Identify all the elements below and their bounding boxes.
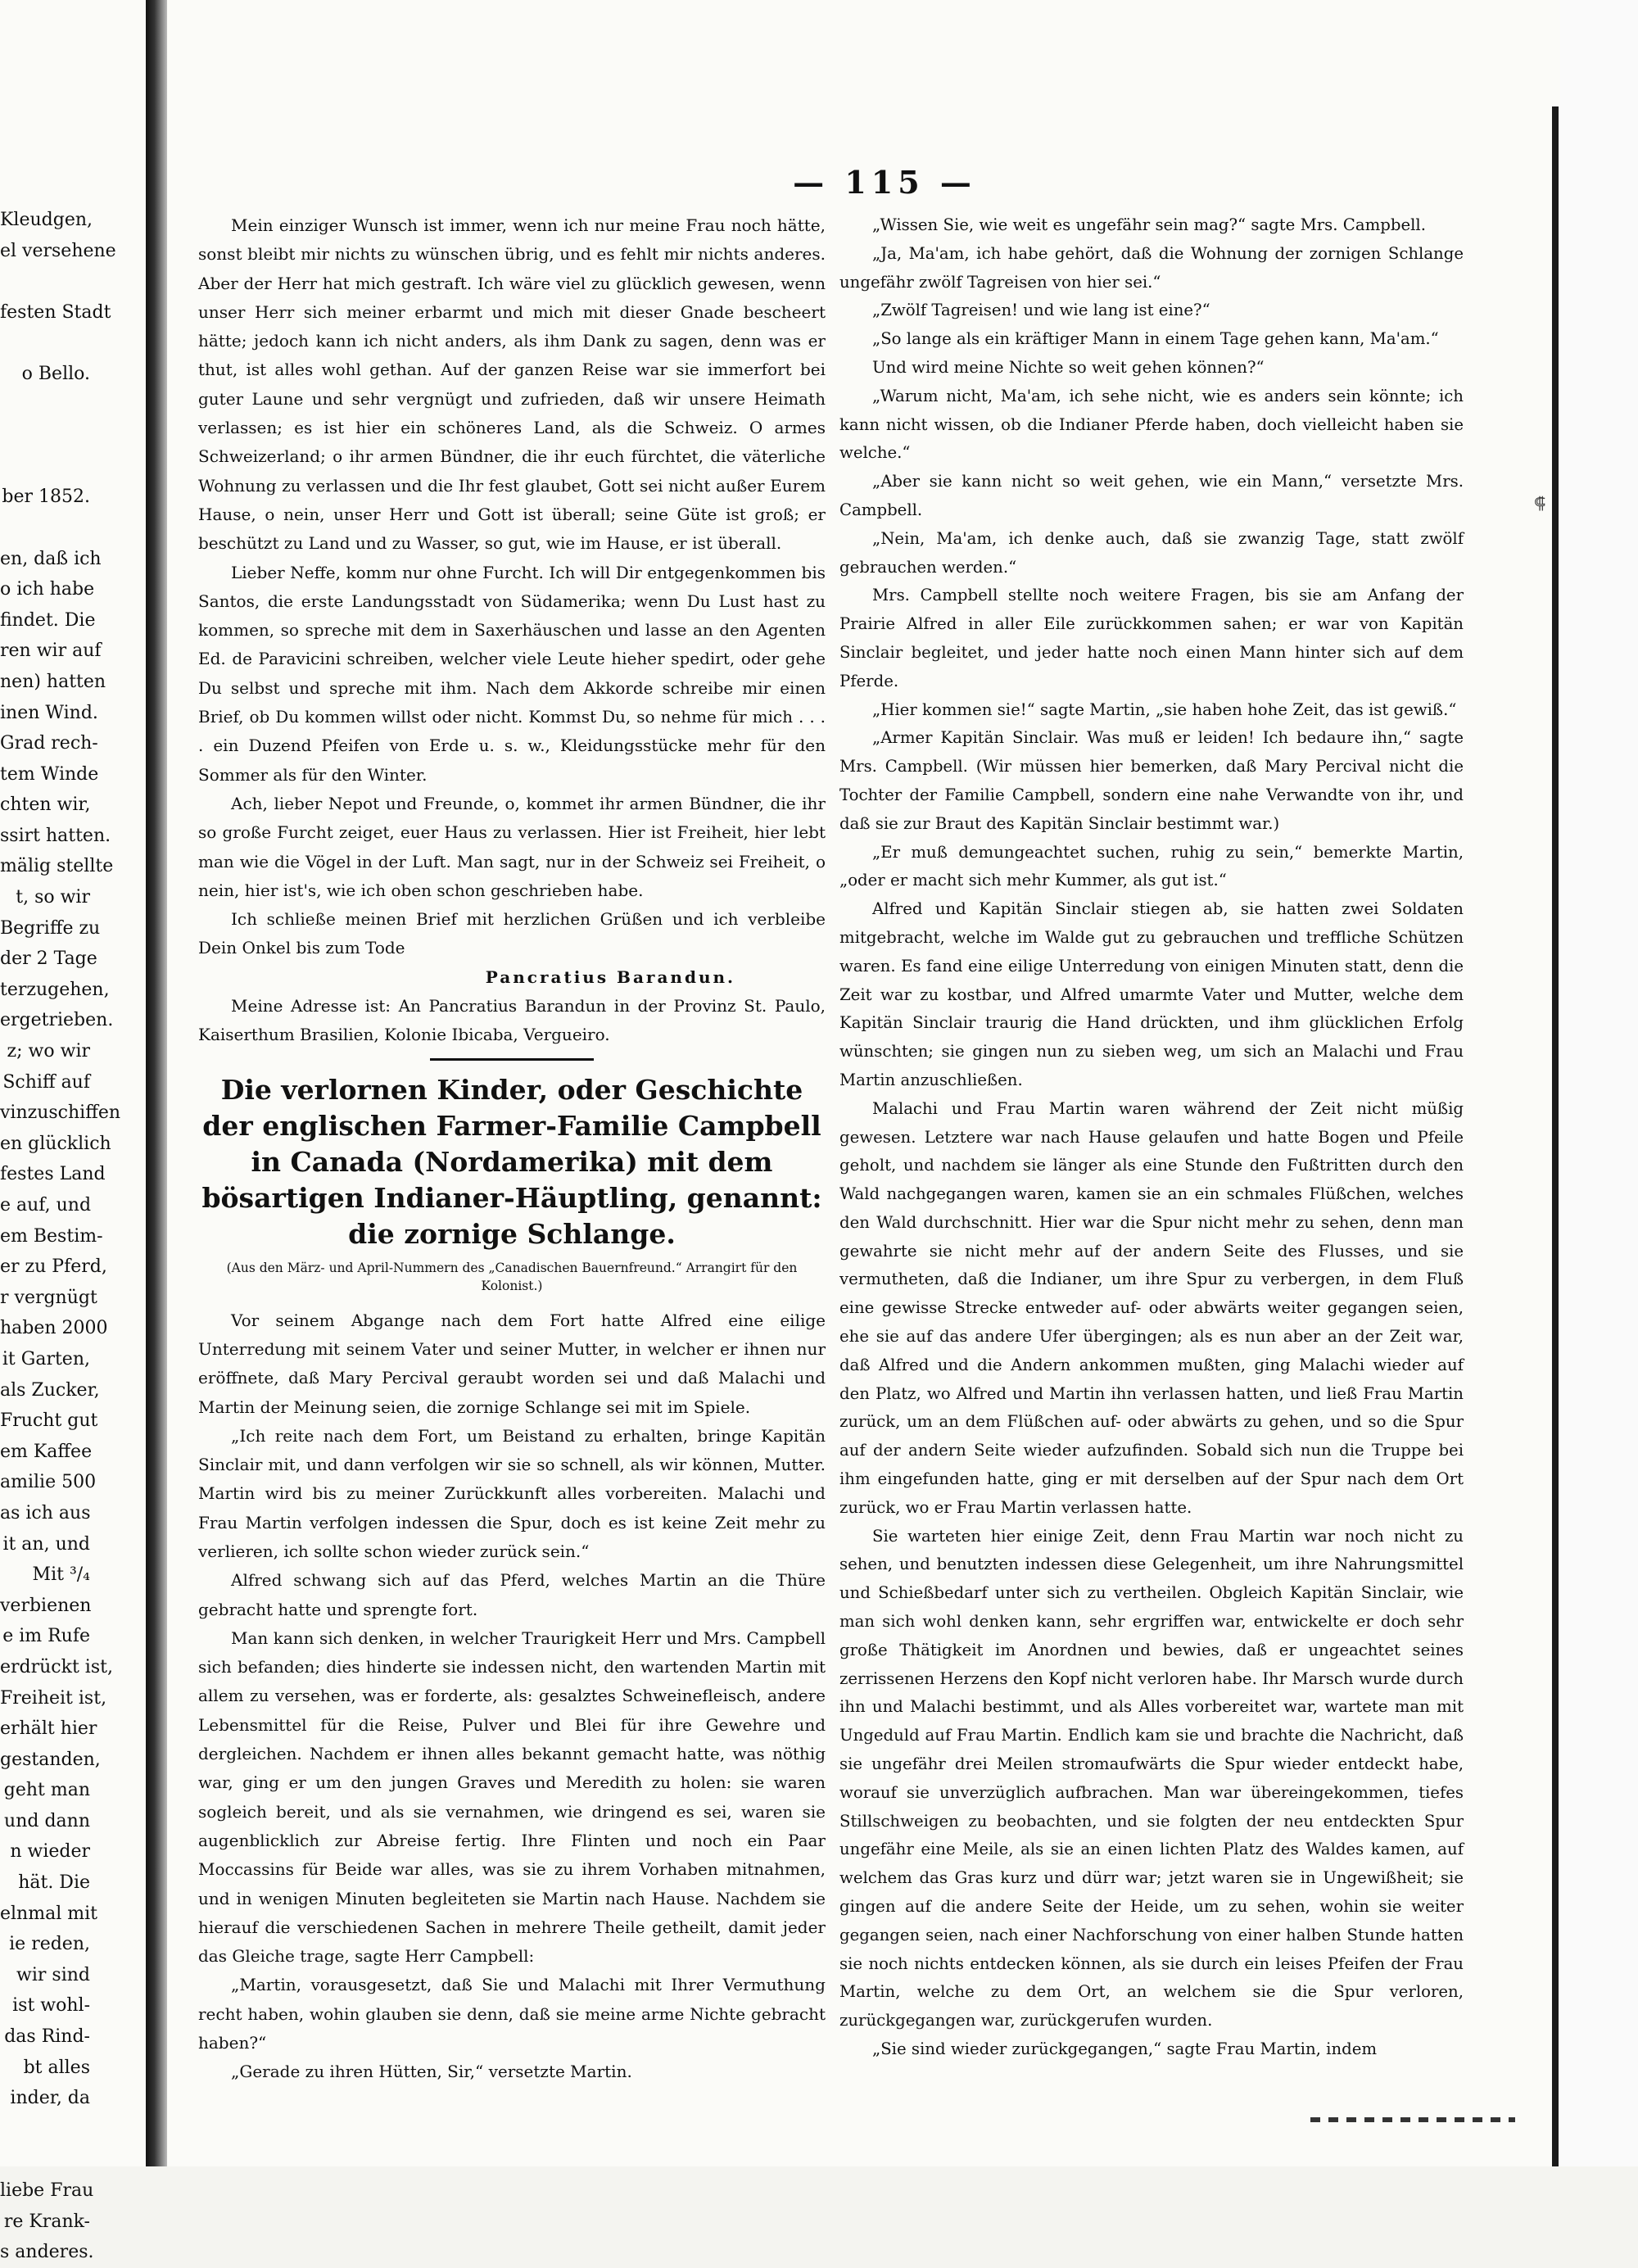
fragment-line <box>0 390 90 421</box>
fragment-line: inder, da <box>10 2088 90 2109</box>
fragment-line <box>0 420 90 451</box>
story-paragraph: „Zwölf Tagreisen! und wie lang ist eine?“ <box>872 301 1210 320</box>
fragment-line: gestanden, <box>0 1749 101 1770</box>
story-paragraph: „Martin, vorausgesetzt, daß Sie und Malachi mit Ihrer Vermuthung recht haben, wohin glauben sie denn, daß sie meine arme Nichte gebracht haben?“ <box>198 1975 826 2053</box>
fragment-line: ie reden, <box>9 1934 90 1955</box>
fragment-line <box>0 266 90 297</box>
fragment-line: t, so wir <box>16 887 90 908</box>
story-paragraph: „Er muß demungeachtet suchen, ruhig zu sein,“ bemerkte Martin, „oder er macht sich mehr Kummer, als gut ist.“ <box>839 842 1464 890</box>
column-1 <box>198 211 826 2087</box>
fragment-line: wir sind <box>16 1964 90 1985</box>
fragment-line: e im Rufe <box>2 1626 90 1647</box>
fragment-line: z; wo wir <box>7 1041 90 1062</box>
story-paragraph: Vor seinem Abgange nach dem Fort hatte Alfred eine eilige Unterredung mit seinem Vater und seiner Mutter, in welcher er ihnen nur eröffnete, daß Mary Percival geraubt worden sei und daß Malachi und Martin der Meinung seien, die zornige Schlange sei mit im Spiele. <box>198 1310 826 1417</box>
fragment-line: Kleudgen, <box>0 210 93 230</box>
page-number: — 115 — <box>793 164 976 201</box>
fragment-line: bt alles <box>23 2057 90 2078</box>
fragment-line: findet. Die <box>0 609 96 631</box>
story-paragraph: „Wissen Sie, wie weit es ungefähr sein mag?“ sagte Mrs. Campbell. <box>872 215 1426 234</box>
fragment-line: en glücklich <box>0 1133 111 1154</box>
right-margin <box>1560 0 1638 2166</box>
fragment-line: erhält hier <box>0 1718 97 1740</box>
story-title: Die verlornen Kinder, oder Geschichte der englischen Farmer-Familie Campbell in Canada (Nordamerika) mit dem bösartigen Indianer-Häuptling, genannt: die zornige Schlange. <box>201 1073 822 1250</box>
fragment-line: tem Winde <box>0 763 99 785</box>
fragment-line: ssirt hatten. <box>0 825 111 846</box>
source-credit: (Aus den März- und April-Nummern des „Canadischen Bauernfreund.“ Arrangirt für den Kolonist.) <box>226 1260 798 1293</box>
fragment-line: ergetrieben. <box>0 1010 114 1031</box>
fragment-line: em Kaffee <box>0 1441 93 1462</box>
fragment-line: verbienen <box>0 1595 92 1616</box>
story-paragraph: „Armer Kapitän Sinclair. Was muß er leiden! Ich bedaure ihn,“ sagte Mrs. Campbell. (Wir müssen hier bemerken, daß Mary Percival nicht die Tochter der Familie Campbell, sondern eine nahe Verwandte von ihr, und daß sie zur Braut des Kapitän Sinclair bestimmt war.) <box>839 728 1464 833</box>
fragment-line: elnmal mit <box>0 1903 97 1924</box>
fragment-line: it an, und <box>2 1533 90 1555</box>
story-paragraph: „Gerade zu ihren Hütten, Sir,“ versetzte Martin. <box>231 2062 632 2082</box>
story-paragraph: „Hier kommen sie!“ sagte Martin, „sie haben hohe Zeit, das ist gewiß.“ <box>872 699 1457 719</box>
column-2 <box>839 211 1464 2064</box>
story-paragraph: „So lange als ein kräftiger Mann in einem Tage gehen kann, Ma'am.“ <box>872 329 1439 349</box>
fragment-line: it Garten, <box>2 1348 90 1369</box>
fragment-line: das Rind- <box>4 2026 90 2048</box>
section-divider <box>430 1058 594 1061</box>
letter-paragraph: Mein einziger Wunsch ist immer, wenn ich nur meine Frau noch hätte, sonst bleibt mir nichts zu wünschen übrig, und es fehlt mir nichts anderes. Aber der Herr hat mich gestraft. Ich wäre viel zu glücklich gewesen, wenn unser Herr sich meiner erbarmt und mich mit dieser Gnade bescheert hätte; jedoch kann ich nicht anders, als ihm Dank zu sagen, denn was er thut, ist alles wohl gethan. Auf der ganzen Reise war sie immerfort bei guter Laune und sehr vergnügt und zufrieden, daß wir unsere Heimath verlassen; es ist hier ein schöneres Land, als die Schweiz. O armes Schweizerland; o ihr armen Bündner, die ihr euch fürchtet, die väterliche Wohnung zu verlassen und die Ihr fest glaubet, Gott sei nicht außer Eurem Hause, o nein, unser Herr und Gott ist überall; seine Güte ist groß; er beschützt zu Land und zu Wasser, so gut, wie im Hause, er ist überall. <box>198 215 826 554</box>
fragment-line <box>0 513 90 544</box>
fragment-line: chten wir, <box>0 794 91 816</box>
fragment-line: ist wohl- <box>12 1995 90 2017</box>
fragment-line: terzugehen, <box>0 979 110 1000</box>
fragment-line: Mit ³/₄ <box>32 1564 90 1586</box>
fragment-line: en, daß ich <box>0 548 102 569</box>
fragment-line <box>0 451 90 482</box>
fragment-line <box>0 2114 90 2145</box>
fragment-line: nen) hatten <box>0 671 106 692</box>
fragment-line: der 2 Tage <box>0 948 97 970</box>
story-paragraph: „Ja, Ma'am, ich habe gehört, daß die Wohnung der zornigen Schlange ungefähr zwölf Tagreisen von hier sei.“ <box>839 243 1464 292</box>
fragment-line: Grad rech- <box>0 733 98 754</box>
fragment-line: o ich habe <box>0 579 95 600</box>
fragment-line: Begriffe zu <box>0 917 101 939</box>
story-paragraph: „Warum nicht, Ma'am, ich sehe nicht, wie es anders sein könnte; ich kann nicht wissen, ob die Indianer Pferde haben, doch vielleicht haben sie welche.“ <box>839 386 1464 463</box>
fragment-line: und dann <box>4 1810 90 1831</box>
fragment-line: liebe Frau <box>0 2180 94 2201</box>
story-paragraph: Malachi und Frau Martin waren während der Zeit nicht müßig gewesen. Letztere war nach Hause gelaufen und hatte Bogen und Pfeile geholt, und nachdem sie länger als eine Stunde den Fußtritten durch den Wald nachgegangen waren, kamen sie an ein schmales Flüßchen, welches den Wald durchschnitt. Hier war die Spur nicht mehr zu sehen, denn man gewahrte sie nicht mehr auf der andern Seite des Flusses, und sie vermutheten, daß die Indianer, um ihre Spur zu verbergen, in dem Fluß eine gewisse Strecke entweder auf- oder abwärts weiter gegangen seien, ehe sie auf das andere Ufer übergingen; als es nun aber an der Zeit war, daß Alfred und die Andern ankommen mußten, ging Malachi wieder auf den Platz, wo Alfred und Martin ihn verlassen hatten, und ließ Frau Martin zurück, um an dem Flüßchen auf- oder abwärts zu gehen, und so die Spur auf der andern Seite wieder aufzufinden. Sobald sich nun die Truppe bei ihm eingefunden hatte, ging er mit derselben auf der Spur nach dem Ort zurück, wo er Frau Martin verlassen hatte. <box>839 1098 1464 1517</box>
bottom-scan-noise <box>1310 2117 1515 2122</box>
fragment-line: geht man <box>3 1780 90 1801</box>
fragment-line: n wieder <box>10 1841 90 1863</box>
fragment-line: ren wir auf <box>0 641 102 662</box>
fragment-line: Schiff auf <box>2 1071 90 1093</box>
fragment-line: Frucht gut <box>0 1410 98 1432</box>
fragment-line: als Zucker, <box>0 1379 100 1401</box>
fragment-line: festen Stadt <box>0 301 111 323</box>
fragment-line: er zu Pferd, <box>0 1256 107 1278</box>
fragment-line: as ich aus <box>0 1502 91 1523</box>
fragment-line: o Bello. <box>21 363 90 384</box>
fragment-line: s anderes. <box>0 2242 94 2263</box>
fragment-line: festes Land <box>0 1164 106 1185</box>
fragment-line: Freiheit ist, <box>0 1687 107 1709</box>
letter-paragraph: Lieber Neffe, komm nur ohne Furcht. Ich will Dir entgegenkommen bis Santos, die erste Landungsstadt von Südamerika; wenn Du Lust hast zu kommen, so spreche mit dem in Saxerhäuschen und lasse an den Agenten Ed. de Paravicini schreiben, welcher viele Leute hieher spedirt, oder gehe Du selbst und spreche mit ihm. Nach dem Akkorde schreibe mir einen Brief, ob Du kommen willst oder nicht. Kommst Du, so nehme für mich . . . . ein Duzend Pfeifen von Erde u. s. w., Kleidungsstücke mehr für den Sommer als für den Winter. <box>198 562 826 785</box>
fragment-line: e auf, und <box>0 1195 92 1215</box>
story-paragraph: Alfred schwang sich auf das Pferd, welches Martin an die Thüre gebracht hatte und sprengte fort. <box>198 1570 826 1619</box>
letter-paragraph: Ich schließe meinen Brief mit herzlichen Grüßen und ich verbleibe Dein Onkel bis zum Tode <box>198 909 826 958</box>
story-paragraph: „Aber sie kann nicht so weit gehen, wie ein Mann,“ versetzte Mrs. Campbell. <box>839 472 1464 519</box>
story-paragraph: Alfred und Kapitän Sinclair stiegen ab, sie hatten zwei Soldaten mitgebracht, welche im Walde gut zu gebrauchen und treffliche Schützen waren. Es fand eine eilige Unterredung von einigen Minuten statt, denn die Zeit war zu kostbar, und Alfred umarmte Vater und Mutter, welche dem Kapitän Sinclair traurig die Hand drückten, und ihm glücklichen Erfolg wünschten; sie gingen nun zu sieben weg, um sich an Malachi und Frau Martin anzuschließen. <box>839 899 1464 1089</box>
fragment-line: inen Wind. <box>0 702 98 723</box>
fragment-line: haben 2000 <box>0 1318 108 1339</box>
fragment-line: vinzuschiffen <box>0 1102 121 1124</box>
previous-page-fragment <box>0 205 121 2268</box>
page-fold-shadow <box>146 0 167 2166</box>
fragment-line: hät. Die <box>18 1872 90 1894</box>
fragment-line: ber 1852. <box>2 487 90 508</box>
address: Meine Adresse ist: An Pancratius Barandun in der Provinz St. Paulo, Kaiserthum Brasilien, Kolonie Ibicaba, Vergueiro. <box>198 996 826 1045</box>
story-paragraph: Sie warteten hier einige Zeit, denn Frau Martin war noch nicht zu sehen, und benutzten indessen diese Gelegenheit, um ihre Nahrungsmittel und Schießbedarf unter sich zu vertheilen. Obgleich Kapitän Sinclair, wie man sich wohl denken kann, sehr ergriffen war, entwickelte er doch sehr große Thätigkeit im Anordnen und bewies, daß er ungeachtet seines zerrissenen Herzens den Kopf nicht verloren habe. Ihr Marsch wurde durch ihn und Malachi bestimmt, und als Alles vorbereitet war, wartete man mit Ungeduld auf Frau Martin. Endlich kam sie und brachte die Nachricht, daß sie ungefähr drei Meilen stromaufwärts die Spur wieder entdeckt habe, worauf sie unverzüglich aufbrachen. Man war übereingekommen, tiefes Stillschweigen zu beobachten, und sie folgten der neu entdeckten Spur ungefähr eine Meile, als sie an einen lichten Platz des Waldes kamen, auf welchem das Gras kurz und dürr war; jetzt waren sie in Ungewißheit; sie gingen auf die andere Seite der Heide, um zu sehen, wohin sie weiter gegangen seien, nach einer Nachforschung von einer halben Stunde hatten sie noch nichts entdecken können, als sie durch ein leises Pfeifen der Frau Martin, welche zu dem Ort, an welchem sie die Spur verloren, zurückgegangen war, zurückgerufen wurden. <box>839 1526 1464 2030</box>
story-paragraph: „Nein, Ma'am, ich denke auch, daß sie zwanzig Tage, statt zwölf gebrauchen werden.“ <box>839 528 1464 577</box>
fragment-line <box>0 328 90 359</box>
right-edge-line <box>1552 106 1559 2166</box>
fragment-line: el versehene <box>0 240 116 261</box>
story-paragraph: Man kann sich denken, in welcher Traurigkeit Herr und Mrs. Campbell sich befanden; dies hinderte sie indessen nicht, den wartenden Martin mit allem zu versehen, was er forderte, als: gesalztes Schweinefleisch, andere Lebensmittel für die Reise, Pulver und Blei für ihre Gewehre und dergleichen. Nachdem er ihnen alles bekannt gemacht hatte, was nöthig war, ging er um den jungen Graves und Meredith zu holen: sie waren sogleich bereit, und als sie vernahmen, wie dringend es sei, waren sie augenblicklich zur Abreise fertig. Ihre Flinten und noch ein Paar Moccassins für Beide war alles, was sie zu ihrem Vorhaben mitnahmen, und in wenigen Minuten begleiteten sie Martin nach Hause. Nachdem sie hierauf die verschiedenen Sachen in mehrere Theile getheilt, damit jeder das Gleiche trage, sagte Herr Campbell: <box>198 1627 826 1967</box>
story-paragraph: Mrs. Campbell stellte noch weitere Fragen, bis sie am Anfang der Prairie Alfred in aller Eile zurückkommen sahen; er war von Kapitän Sinclair begleitet, und jeder hatte noch einen Mann hinter sich auf dem Pferde. <box>839 586 1464 690</box>
signature: Pancratius Barandun. <box>485 967 735 987</box>
fragment-line: r vergnügt <box>0 1287 97 1308</box>
fragment-line: erdrückt ist, <box>0 1656 113 1677</box>
fragment-line: mälig stellte <box>0 856 114 877</box>
story-paragraph: „Sie sind wieder zurückgegangen,“ sagte Frau Martin, indem <box>872 2039 1378 2058</box>
fragment-line <box>0 2144 90 2175</box>
margin-mark: ⸿ <box>1534 493 1546 513</box>
fragment-line: em Bestim- <box>0 1225 103 1247</box>
story-paragraph: Und wird meine Nichte so weit gehen können?“ <box>872 357 1265 377</box>
letter-paragraph: Ach, lieber Nepot und Freunde, o, kommet ihr armen Bündner, die ihr so große Furcht zeiget, euer Haus zu verlassen. Hier ist Freiheit, hier lebt man wie die Vögel in der Luft. Man sagt, nur in der Schweiz sei Freiheit, o nein, hier ist's, wie ich oben schon geschrieben habe. <box>198 793 826 900</box>
story-paragraph: „Ich reite nach dem Fort, um Beistand zu erhalten, bringe Kapitän Sinclair mit, und dann verfolgen wir sie so schnell, als wir können, Mutter. Martin wird bis zu meiner Zurückkunft alles vorbereiten. Malachi und Frau Martin verfolgen indessen die Spur, doch es ist keine Zeit mehr zu verlieren, ich sollte schon wieder zurück sein.“ <box>198 1425 826 1561</box>
fragment-line: amilie 500 <box>0 1472 97 1493</box>
fragment-line: re Krank- <box>3 2211 90 2232</box>
